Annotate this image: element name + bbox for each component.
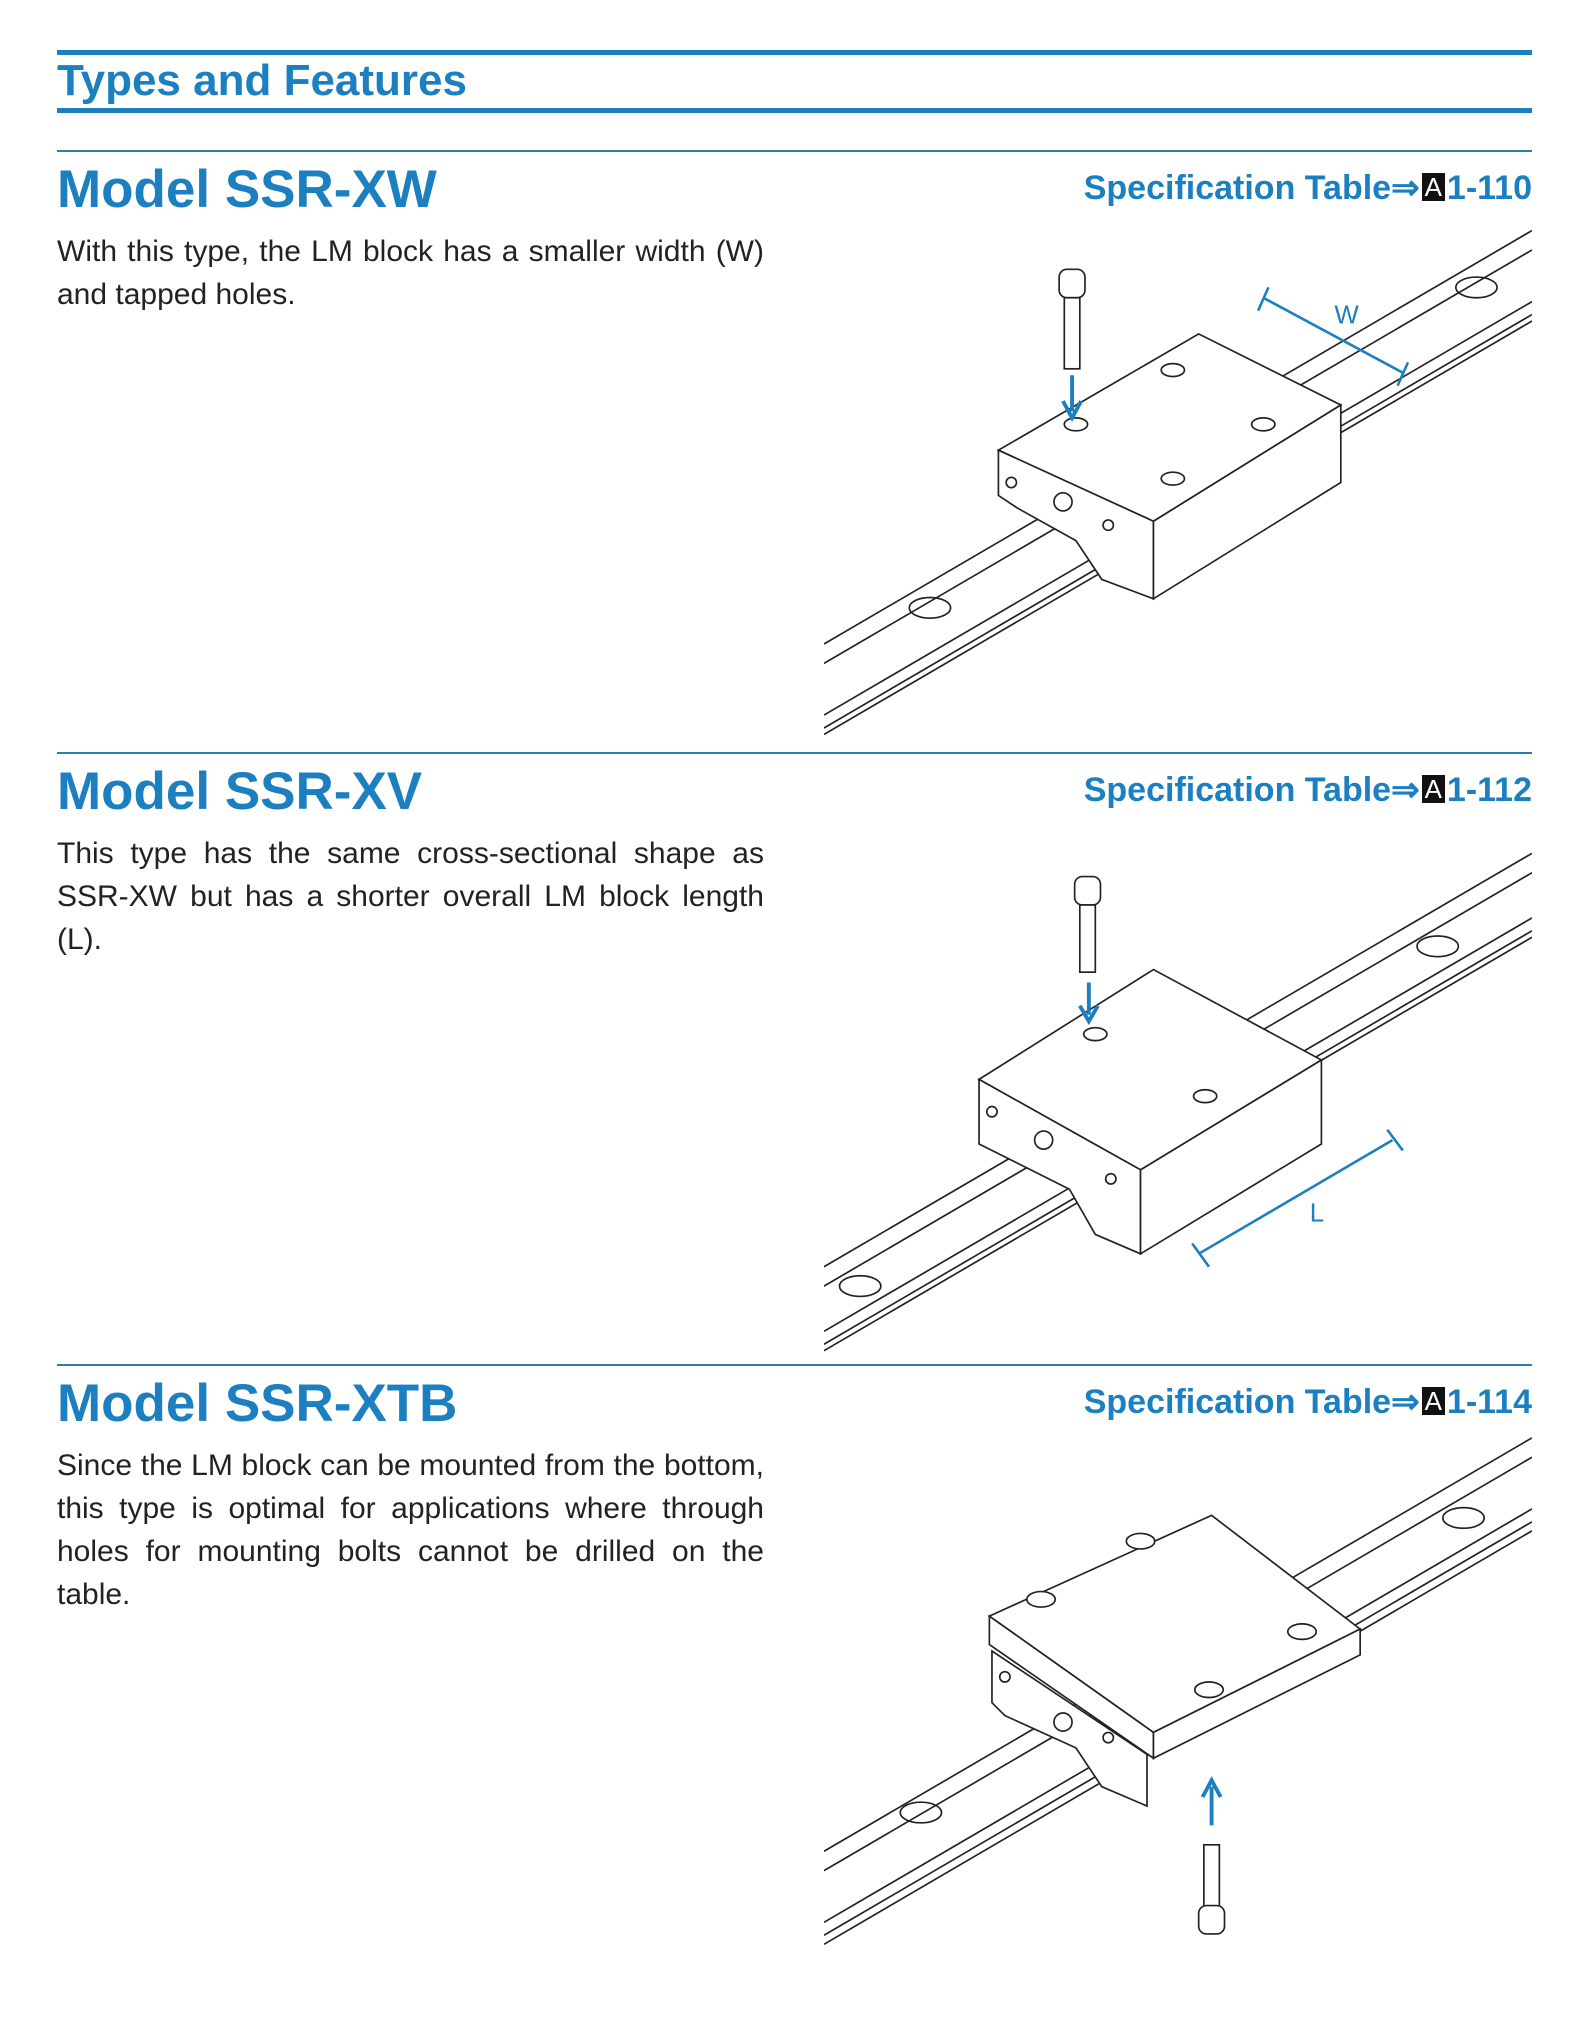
section-ssr-xtb [0,1364,1586,1984]
section-badge: A [1422,1387,1445,1415]
width-dimension [1258,287,1408,385]
header-rule-bottom [57,108,1532,113]
lm-guide-illustration [824,852,1532,1352]
model-title: Model SSR-XTB [57,1374,458,1433]
section-ssr-xw [0,150,1586,740]
spec-label: Specification Table⇒ [1083,771,1420,809]
section-divider [57,1364,1532,1366]
lm-guide-illustration [824,230,1532,735]
spec-page: 1-114 [1446,1383,1532,1421]
arrow-up-icon [1203,1780,1221,1825]
model-title: Model SSR-XV [57,762,423,821]
dimension-label: L [1309,1199,1325,1228]
header-rule-top [57,50,1532,55]
page-title: Types and Features [57,56,467,105]
model-description: This type has the same cross-sectional shape as SSR-XW but has a shorter overall LM block length (L). [57,837,764,956]
lm-guide-illustration [824,1437,1532,1949]
spec-page: 1-112 [1446,771,1532,809]
spec-page: 1-110 [1446,169,1532,207]
section-ssr-xv [0,752,1586,1352]
spec-table-link[interactable] [1084,164,1532,212]
section-divider [57,150,1532,152]
model-description: With this type, the LM block has a smaller width (W) and tapped holes. [57,235,764,311]
spec-label: Specification Table⇒ [1083,1383,1420,1421]
spec-table-link[interactable] [1084,766,1532,814]
section-divider [57,752,1532,754]
lm-block [998,334,1340,599]
model-title: Model SSR-XW [57,160,437,219]
bolt-icon [1199,1845,1225,1934]
model-description: Since the LM block can be mounted from the bottom, this type is optimal for applications where through holes for mounting bolts cannot be drilled on the table. [57,1449,764,1611]
section-badge: A [1422,173,1445,201]
spec-label: Specification Table⇒ [1083,169,1420,207]
lm-block [989,1515,1360,1806]
bolt-icon [1059,269,1085,368]
section-badge: A [1422,775,1445,803]
spec-table-link[interactable] [1084,1378,1532,1426]
bolt-icon [1075,877,1101,973]
dimension-label: W [1334,301,1359,330]
